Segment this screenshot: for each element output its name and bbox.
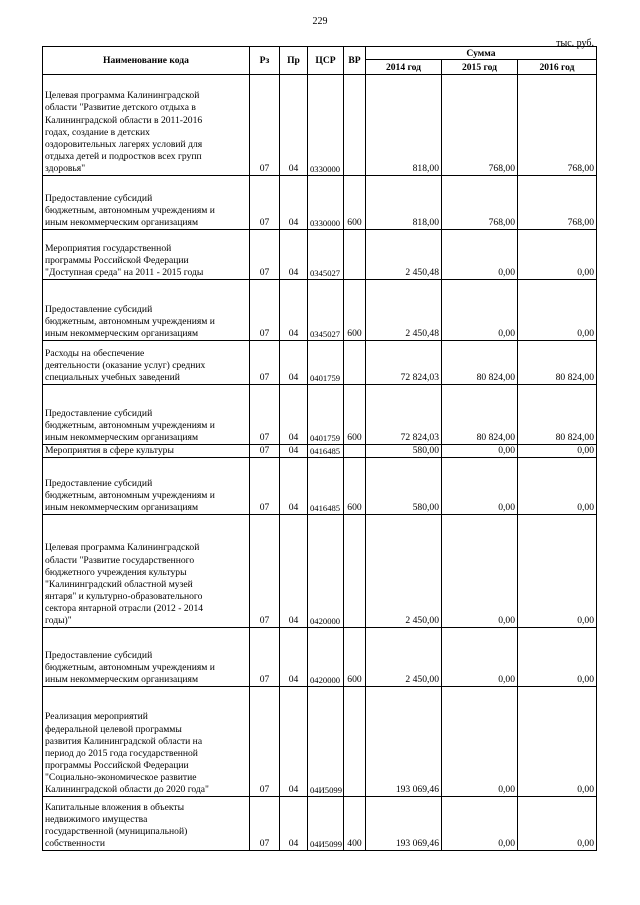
row-rz: 07 [250, 458, 280, 515]
row-rz: 07 [250, 445, 280, 458]
row-pr: 04 [280, 230, 308, 280]
row-name [43, 230, 250, 280]
row-2015: 768,00 [442, 75, 518, 176]
row-name [43, 445, 250, 458]
row-2016: 80 824,00 [518, 385, 597, 445]
row-2016: 0,00 [518, 687, 597, 797]
header-csr: ЦСР [308, 47, 344, 75]
header-pr: Пр [280, 47, 308, 75]
header-2015: 2015 год [442, 60, 518, 75]
header-sum: Сумма [366, 47, 597, 60]
row-2014: 580,00 [366, 458, 442, 515]
table-row [43, 458, 597, 515]
row-name-text: Мероприятия государственной программы Российской Федерации "Доступная среда" на 2011 - 2015 годы [45, 242, 204, 278]
row-pr: 04 [280, 458, 308, 515]
row-name [43, 797, 250, 851]
page-number: 229 [312, 16, 328, 27]
row-2015: 0,00 [442, 515, 518, 628]
row-2016: 0,00 [518, 628, 597, 687]
row-2016: 0,00 [518, 797, 597, 851]
row-2015: 0,00 [442, 280, 518, 341]
row-pr: 04 [280, 445, 308, 458]
row-csr: 04И5099 [308, 687, 344, 797]
row-vr [344, 75, 366, 176]
row-name-text: Капитальные вложения в объекты недвижимого имущества государственной (муниципальной) собственности [45, 801, 188, 849]
row-vr [344, 230, 366, 280]
row-2014: 193 069,46 [366, 797, 442, 851]
row-name-text: Предоставление субсидий бюджетным, автономным учреждениям и иным некоммерческим организациям [45, 407, 215, 443]
row-2015: 768,00 [442, 176, 518, 230]
row-rz: 07 [250, 280, 280, 341]
row-2014: 72 824,03 [366, 341, 442, 385]
row-pr: 04 [280, 75, 308, 176]
row-name-text: Предоставление субсидий бюджетным, автономным учреждениям и иным некоммерческим организациям [45, 192, 215, 228]
row-vr: 600 [344, 628, 366, 687]
row-name [43, 385, 250, 445]
table-row [43, 797, 597, 851]
table-row [43, 75, 597, 176]
row-vr: 400 [344, 797, 366, 851]
row-pr: 04 [280, 797, 308, 851]
row-vr [344, 515, 366, 628]
row-csr: 0401759 [308, 385, 344, 445]
row-rz: 07 [250, 230, 280, 280]
row-csr: 0420000 [308, 628, 344, 687]
row-vr [344, 445, 366, 458]
row-2016: 0,00 [518, 458, 597, 515]
row-2014: 193 069,46 [366, 687, 442, 797]
row-name [43, 176, 250, 230]
header-name: Наименование кода [43, 47, 250, 75]
row-vr: 600 [344, 280, 366, 341]
row-2014: 818,00 [366, 75, 442, 176]
row-name [43, 280, 250, 341]
row-rz: 07 [250, 385, 280, 445]
row-csr: 0330000 [308, 75, 344, 176]
row-pr: 04 [280, 628, 308, 687]
row-2015: 80 824,00 [442, 385, 518, 445]
table-row [43, 341, 597, 385]
row-2015: 0,00 [442, 628, 518, 687]
table-row [43, 280, 597, 341]
row-name [43, 75, 250, 176]
row-name [43, 628, 250, 687]
row-2014: 580,00 [366, 445, 442, 458]
row-name [43, 341, 250, 385]
row-csr: 0330000 [308, 176, 344, 230]
row-name-text: Мероприятия в сфере культуры [45, 445, 174, 456]
row-2015: 0,00 [442, 230, 518, 280]
row-rz: 07 [250, 628, 280, 687]
row-csr: 0420000 [308, 515, 344, 628]
row-rz: 07 [250, 515, 280, 628]
unit-label: тыс. руб. [556, 38, 594, 49]
row-2015: 80 824,00 [442, 341, 518, 385]
row-csr: 0416485 [308, 445, 344, 458]
row-2016: 768,00 [518, 176, 597, 230]
row-2016: 0,00 [518, 230, 597, 280]
row-vr [344, 687, 366, 797]
row-csr: 0345027 [308, 230, 344, 280]
row-csr: 0416485 [308, 458, 344, 515]
row-vr: 600 [344, 385, 366, 445]
row-2015: 0,00 [442, 687, 518, 797]
row-csr: 0401759 [308, 341, 344, 385]
row-2014: 72 824,03 [366, 385, 442, 445]
row-rz: 07 [250, 75, 280, 176]
row-vr: 600 [344, 176, 366, 230]
row-2016: 80 824,00 [518, 341, 597, 385]
row-name-text: Целевая программа Калининградской области "Развитие государственного бюджетного учреждения культуры "Калининградский областной музей янтаря" и культурно-образовательного сектора янтарной отрасли (2012 - 2014 годы)" [45, 542, 204, 626]
row-name-text: Предоставление субсидий бюджетным, автономным учреждениям и иным некоммерческим организациям [45, 649, 215, 685]
row-rz: 07 [250, 341, 280, 385]
table-row [43, 176, 597, 230]
table-body [43, 75, 597, 851]
table-row [43, 687, 597, 797]
row-name [43, 687, 250, 797]
row-csr: 04И5099 [308, 797, 344, 851]
row-name [43, 458, 250, 515]
row-pr: 04 [280, 341, 308, 385]
row-csr: 0345027 [308, 280, 344, 341]
row-2015: 0,00 [442, 458, 518, 515]
table-row [43, 515, 597, 628]
row-name [43, 515, 250, 628]
header-vr: ВР [344, 47, 366, 75]
table-row [43, 628, 597, 687]
header-2016: 2016 год [518, 60, 597, 75]
row-2014: 2 450,00 [366, 515, 442, 628]
row-rz: 07 [250, 687, 280, 797]
row-pr: 04 [280, 385, 308, 445]
row-2014: 818,00 [366, 176, 442, 230]
row-pr: 04 [280, 515, 308, 628]
row-vr [344, 341, 366, 385]
header-2014: 2014 год [366, 60, 442, 75]
row-2014: 2 450,48 [366, 230, 442, 280]
row-pr: 04 [280, 280, 308, 341]
row-name-text: Расходы на обеспечение деятельности (оказание услуг) средних специальных учебных заведений [45, 347, 206, 383]
row-name-text: Реализация мероприятий федеральной целевой программы развития Калининградской области на период до 2015 года государственной программы Российской Федерации "Социально-экономическое развитие Калининградской области до 2020 года" [45, 711, 209, 795]
row-name-text: Целевая программа Калининградской области "Развитие детского отдыха в Калининградской области в 2011-2016 годах, создание в детских оздоровительных лагерях условий для отдыха детей и подростков всех групп здоровья" [45, 90, 203, 174]
row-2014: 2 450,48 [366, 280, 442, 341]
row-rz: 07 [250, 797, 280, 851]
row-vr: 600 [344, 458, 366, 515]
row-2016: 0,00 [518, 280, 597, 341]
budget-table [42, 46, 597, 851]
table-row [43, 230, 597, 280]
table-row [43, 385, 597, 445]
row-pr: 04 [280, 176, 308, 230]
header-rz: Рз [250, 47, 280, 75]
row-name-text: Предоставление субсидий бюджетным, автономным учреждениям и иным некоммерческим организациям [45, 303, 215, 339]
row-name-text: Предоставление субсидий бюджетным, автономным учреждениям и иным некоммерческим организациям [45, 477, 215, 513]
row-2016: 0,00 [518, 515, 597, 628]
row-2015: 0,00 [442, 445, 518, 458]
table-row [43, 445, 597, 458]
row-2016: 0,00 [518, 445, 597, 458]
row-2016: 768,00 [518, 75, 597, 176]
row-rz: 07 [250, 176, 280, 230]
row-2014: 2 450,00 [366, 628, 442, 687]
row-2015: 0,00 [442, 797, 518, 851]
row-pr: 04 [280, 687, 308, 797]
